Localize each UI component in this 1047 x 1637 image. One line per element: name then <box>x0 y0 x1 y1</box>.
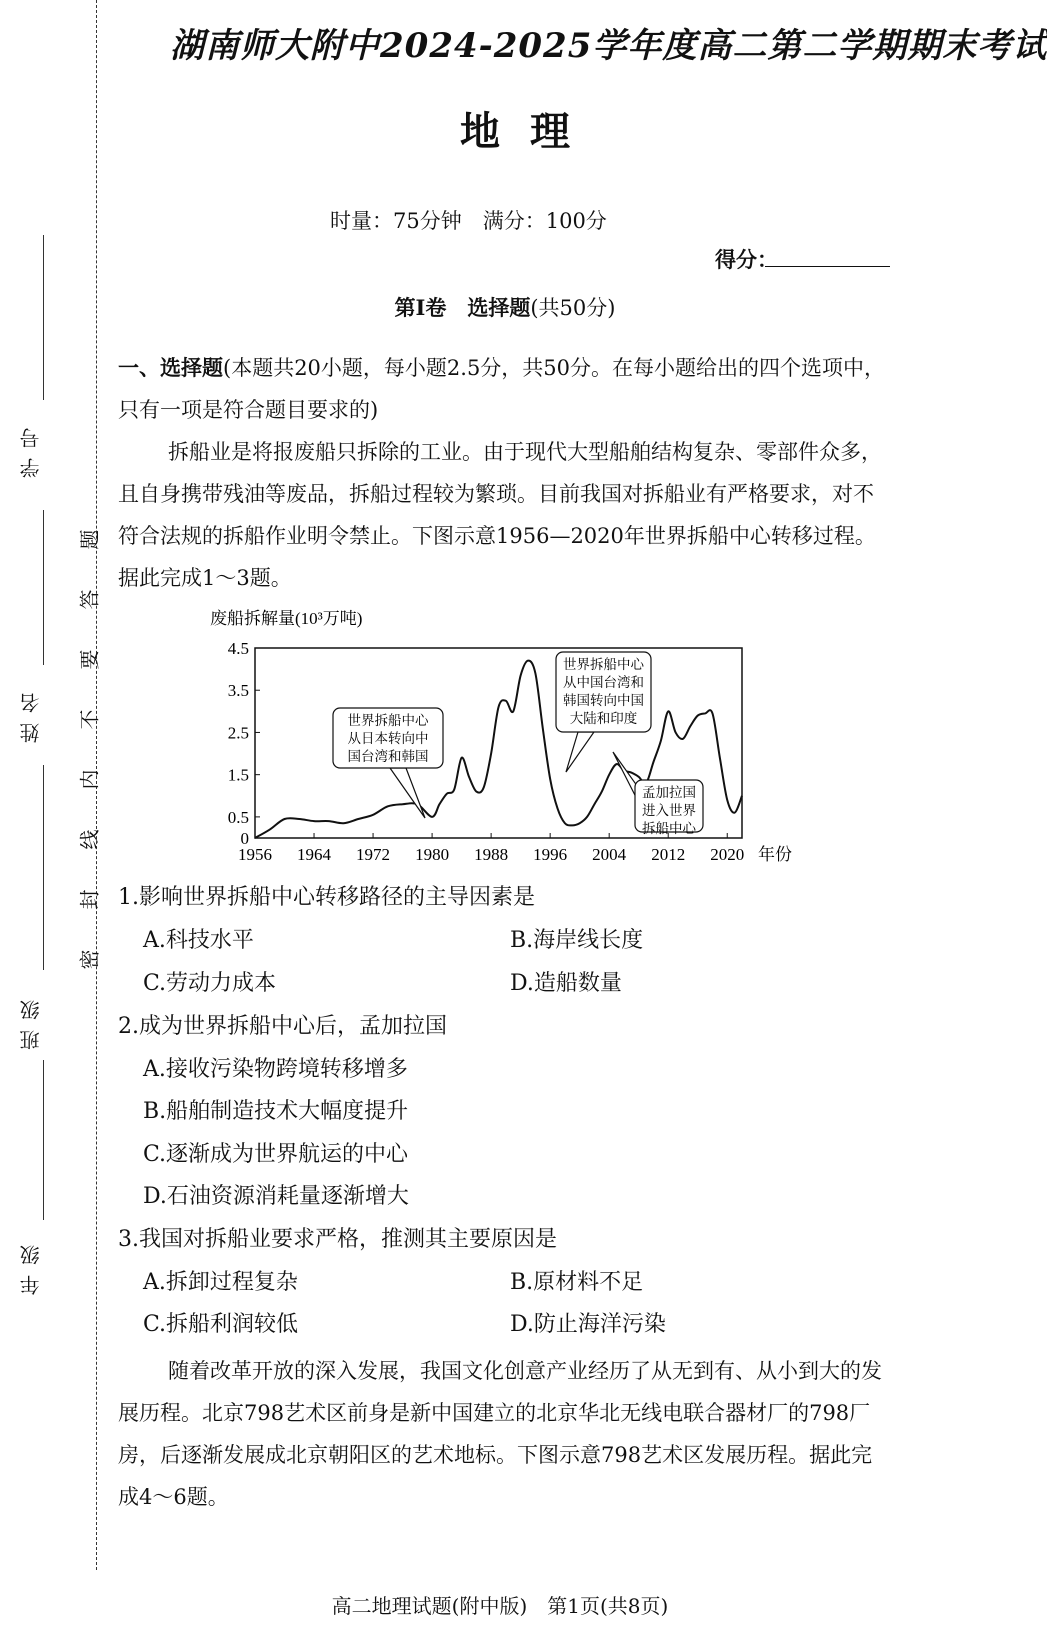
subject-title: 地理 <box>460 109 600 155</box>
callout-text: 世界拆船中心 <box>563 657 644 672</box>
x-tick-label: 1972 <box>356 845 391 864</box>
exam-title: 湖南师大附中2024-2025学年度高二第二学期期末考试 <box>170 26 1047 66</box>
chart-callout <box>333 708 443 818</box>
callout-text: 从中国台湾和 <box>563 675 644 690</box>
seal-char: 密 <box>77 949 102 970</box>
name-label: 姓名 <box>19 683 43 743</box>
question-2-option-b[interactable]: B.船舶制造技术大幅度提升 <box>143 1099 409 1124</box>
question-3-option-c[interactable]: C.拆船利润较低 <box>143 1312 299 1337</box>
page-footer: 高二地理试题(附中版) 第1页(共8页) <box>331 1594 669 1618</box>
callout-text: 大陆和印度 <box>569 711 638 726</box>
seal-char: 线 <box>77 829 102 850</box>
question-3-stem: 3.我国对拆船业要求严格，推测其主要原因是 <box>118 1227 557 1252</box>
callout-pointer <box>566 732 594 772</box>
ship-breaking-chart <box>210 600 810 870</box>
part1-block <box>118 347 893 599</box>
section-title-bold: 第Ⅰ卷 选择题 <box>394 295 531 320</box>
callout-text: 国台湾和韩国 <box>347 749 429 764</box>
seal-char: 要 <box>77 649 102 670</box>
score-field[interactable] <box>765 266 890 267</box>
seal-char: 答 <box>77 589 102 610</box>
student-id-label: 学号 <box>19 418 43 478</box>
passage-2: 随着改革开放的深入发展，我国文化创意产业经历了从无到有、从小到大的发展历程。北京798艺术区前身是新中国建立的北京华北无线电联合器材厂的798厂房，后逐渐发展成北京朝阳区的艺术地标。下图示意798艺术区发展历程。据此完成4～6题。 <box>118 1359 882 1509</box>
x-tick-label: 2020 <box>710 845 745 864</box>
y-tick-label: 1.5 <box>227 765 249 785</box>
x-tick-label: 1996 <box>533 845 568 864</box>
time-info: 时量：75分钟 满分：100分 <box>330 209 607 233</box>
question-2-stem: 2.成为世界拆船中心后，孟加拉国 <box>118 1014 447 1039</box>
part1-instruction <box>118 347 893 431</box>
chart-y-label: 废船拆解量(10³万吨) <box>210 609 363 628</box>
question-1-option-d[interactable]: D.造船数量 <box>510 971 622 996</box>
question-2-option-a[interactable]: A.接收污染物跨境转移增多 <box>143 1057 408 1082</box>
x-tick-label: 1964 <box>297 845 332 864</box>
class-label: 班级 <box>19 990 43 1050</box>
y-tick-label: 0 <box>240 829 249 848</box>
callout-text: 韩国转向中国 <box>563 693 644 708</box>
callout-text: 孟加拉国 <box>642 785 696 800</box>
chart-x-ticks <box>238 833 744 864</box>
part1-instruction-text: (本题共20小题，每小题2.5分，共50分。在每小题给出的四个选项中，只有一项是符合题目要求的) <box>118 356 886 422</box>
question-2-option-d[interactable]: D.石油资源消耗量逐渐增大 <box>143 1184 409 1209</box>
chart-callout <box>613 752 703 836</box>
x-tick-label: 1956 <box>238 845 272 864</box>
x-tick-label: 2004 <box>592 845 627 864</box>
section-title-normal: (共50分) <box>530 296 616 320</box>
y-tick-label: 2.5 <box>227 723 249 743</box>
y-tick-label: 4.5 <box>227 639 249 658</box>
callout-text: 世界拆船中心 <box>347 713 429 728</box>
y-tick-label: 3.5 <box>227 681 249 701</box>
callout-text: 从日本转向中 <box>347 731 429 746</box>
seal-char: 内 <box>77 769 102 790</box>
name-line <box>43 510 44 665</box>
callout-text: 拆船中心 <box>642 821 696 836</box>
part1-heading: 一、选择题 <box>118 356 223 380</box>
question-1-option-b[interactable]: B.海岸线长度 <box>510 928 644 953</box>
chart-annotations <box>333 652 703 836</box>
callout-pointer <box>390 768 425 818</box>
question-1-stem: 1.影响世界拆船中心转移路径的主导因素是 <box>118 885 535 910</box>
seal-char: 封 <box>77 889 102 910</box>
question-1-option-c[interactable]: C.劳动力成本 <box>143 971 277 996</box>
x-tick-label: 1988 <box>474 845 509 864</box>
seal-char: 题 <box>77 529 102 550</box>
seal-char: 不 <box>77 709 102 730</box>
question-3-option-d[interactable]: D.防止海洋污染 <box>510 1312 666 1337</box>
seal-line-notice <box>77 525 102 974</box>
passage-1: 拆船业是将报废船只拆除的工业。由于现代大型船舶结构复杂、零部件众多，且自身携带残油等废品，拆船过程较为繁琐。目前我国对拆船业有严格要求，对不符合法规的拆船作业明令禁止。下图示意1956—2020年世界拆船中心转移过程。据此完成1～3题。 <box>118 440 882 590</box>
x-tick-label: 2012 <box>651 845 686 864</box>
question-2-option-c[interactable]: C.逐渐成为世界航运的中心 <box>143 1142 409 1167</box>
chart-callout <box>556 652 651 772</box>
question-3-option-a[interactable]: A.拆卸过程复杂 <box>143 1270 298 1295</box>
chart-x-label: 年份 <box>758 845 792 864</box>
grade-line <box>43 1060 44 1220</box>
score-label: 得分： <box>715 248 778 272</box>
class-line <box>43 765 44 970</box>
passage-2-block <box>118 1350 893 1518</box>
grade-label: 年级 <box>19 1235 43 1295</box>
callout-text: 进入世界 <box>642 803 696 818</box>
question-1-option-a[interactable]: A.科技水平 <box>143 928 254 953</box>
x-tick-label: 1980 <box>415 845 450 864</box>
section-title <box>0 292 1010 322</box>
y-tick-label: 0.5 <box>227 807 249 827</box>
question-3-option-b[interactable]: B.原材料不足 <box>510 1270 644 1295</box>
